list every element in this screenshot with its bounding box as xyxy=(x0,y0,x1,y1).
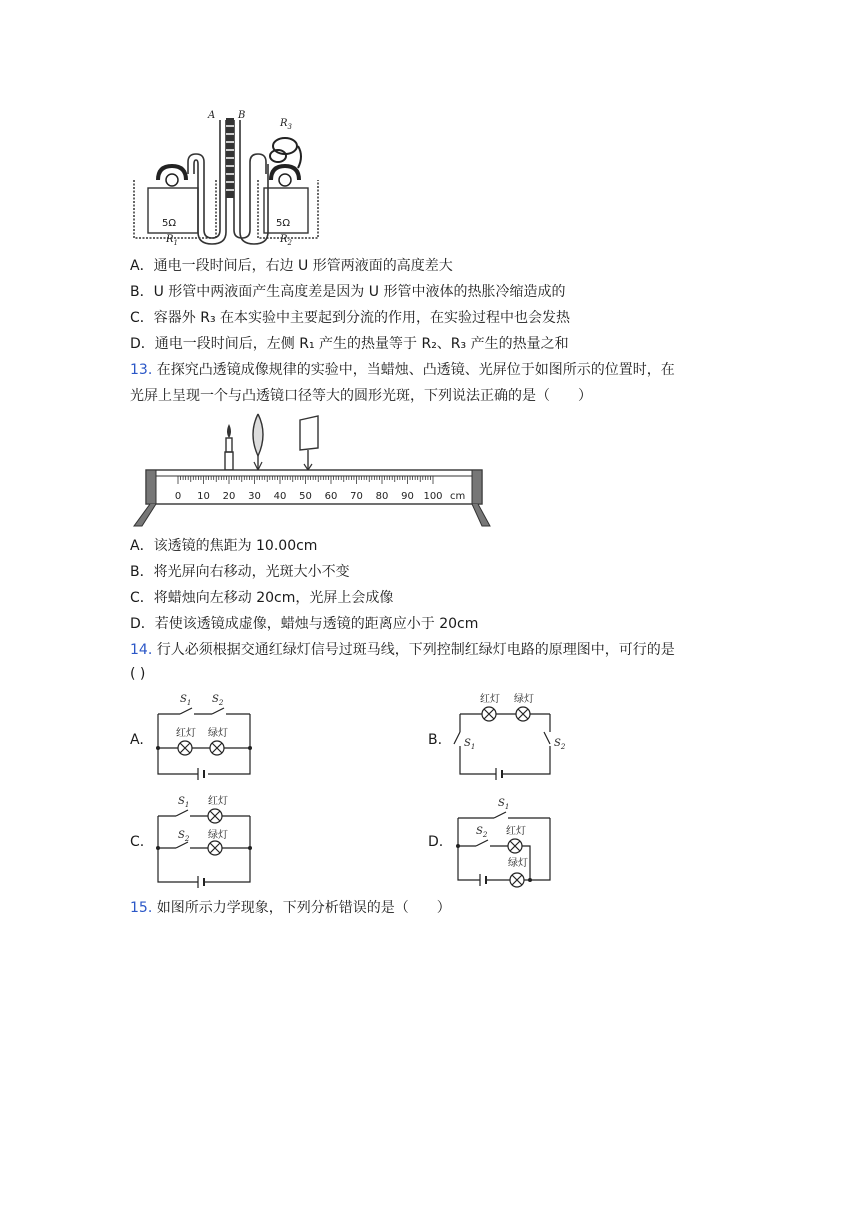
ruler-tick-label: 80 xyxy=(375,491,389,502)
q13-stem-line2: 光屏上呈现一个与凸透镜口径等大的圆形光斑，下列说法正确的是（ ） xyxy=(130,388,592,404)
q14-stem-line1 xyxy=(130,640,675,660)
label-r3: $R_3$ xyxy=(280,118,292,131)
circuit-d xyxy=(450,794,560,890)
ruler-tick-label: 50 xyxy=(299,491,312,502)
ruler-tick-label: 100 xyxy=(423,491,443,502)
ruler-tick-label: 10 xyxy=(197,491,210,502)
svg-text:S2: $S_2$ xyxy=(476,826,488,839)
svg-text:红灯: 红灯 xyxy=(506,826,526,837)
svg-text:绿灯: 绿灯 xyxy=(514,694,534,705)
svg-text:绿灯: 绿灯 xyxy=(208,728,228,739)
svg-text:S1: $S_1$ xyxy=(498,798,510,811)
svg-text:红灯: 红灯 xyxy=(208,796,228,807)
svg-text:S1: $S_1$ xyxy=(178,796,190,809)
q15-stem-text: 如图所示力学现象，下列分析错误的是（ ） xyxy=(156,900,451,916)
q12-option-b: B．U 形管中两液面产生高度差是因为 U 形管中液体的热胀冷缩造成的 xyxy=(130,284,566,300)
ruler-unit: cm xyxy=(450,491,466,502)
scale-ladder xyxy=(226,118,234,198)
svg-text:绿灯: 绿灯 xyxy=(508,858,528,869)
q13-stem-line1 xyxy=(130,360,675,380)
ruler-tick-label: 60 xyxy=(324,491,338,502)
candle-icon xyxy=(225,424,233,470)
label-r2: $R_2$ xyxy=(280,234,292,247)
label-b: B xyxy=(238,110,246,121)
circuit-a xyxy=(150,690,260,782)
q13-option-a: A．该透镜的焦距为 10.00cm xyxy=(130,538,318,554)
label-a: A xyxy=(208,110,216,121)
ruler-tick-label: 70 xyxy=(350,491,363,502)
q12-option-c: C．容器外 R₃ 在本实验中主要起到分流的作用，在实验过程中也会发热 xyxy=(130,310,571,326)
svg-text:红灯: 红灯 xyxy=(176,728,196,739)
convex-lens-icon xyxy=(253,414,263,470)
ruler-tick-label: 30 xyxy=(248,491,261,502)
svg-text:S2: $S_2$ xyxy=(212,694,224,707)
right-resistance: 5Ω xyxy=(276,218,291,229)
q12-option-d: D．通电一段时间后，左侧 R₁ 产生的热量等于 R₂、R₃ 产生的热量之和 xyxy=(130,336,569,352)
q14-stem-line2: ( ) xyxy=(130,666,146,682)
ruler-tick-label: 90 xyxy=(401,491,414,502)
q14-label-d: D. xyxy=(428,834,444,850)
q13-option-b: B．将光屏向右移动，光斑大小不变 xyxy=(130,564,350,580)
svg-text:S1: $S_1$ xyxy=(464,738,476,751)
q14-stem-text: 行人必须根据交通红绿灯信号过斑马线，下列控制红绿灯电路的原理图中，可行的是 xyxy=(156,642,675,658)
svg-text:S1: $S_1$ xyxy=(180,694,192,707)
svg-text:红灯: 红灯 xyxy=(480,694,500,705)
q15-stem xyxy=(130,898,451,918)
q14-label-b: B. xyxy=(428,732,443,748)
r3-resistor xyxy=(270,138,301,168)
q14-number: 14. xyxy=(130,642,153,658)
circuit-b xyxy=(450,688,580,782)
svg-text:S2: $S_2$ xyxy=(554,738,566,751)
svg-text:绿灯: 绿灯 xyxy=(208,830,228,841)
ruler-tick-label: 40 xyxy=(273,491,287,502)
light-screen-icon xyxy=(300,416,318,470)
label-r1: $R_1$ xyxy=(166,234,178,247)
q15-number: 15. xyxy=(130,900,153,916)
ruler-tick-label: 20 xyxy=(222,491,236,502)
left-resistance: 5Ω xyxy=(162,218,177,229)
q13-option-d: D．若使该透镜成虚像，蜡烛与透镜的距离应小于 20cm xyxy=(130,616,479,632)
q12-figure xyxy=(128,100,328,250)
q13-optical-bench xyxy=(128,410,498,532)
q14-label-a: A. xyxy=(130,732,144,748)
ruler-tick-label: 0 xyxy=(174,491,182,502)
q14-label-c: C. xyxy=(130,834,145,850)
circuit-c xyxy=(150,792,260,890)
q13-stem-text: 在探究凸透镜成像规律的实验中，当蜡烛、凸透镜、光屏位于如图所示的位置时，在 xyxy=(156,362,675,378)
svg-text:S2: $S_2$ xyxy=(178,830,190,843)
q13-number: 13. xyxy=(130,362,153,378)
q13-option-c: C．将蜡烛向左移动 20cm，光屏上会成像 xyxy=(130,590,394,606)
q12-option-a: A．通电一段时间后，右边 U 形管两液面的高度差大 xyxy=(130,258,453,274)
